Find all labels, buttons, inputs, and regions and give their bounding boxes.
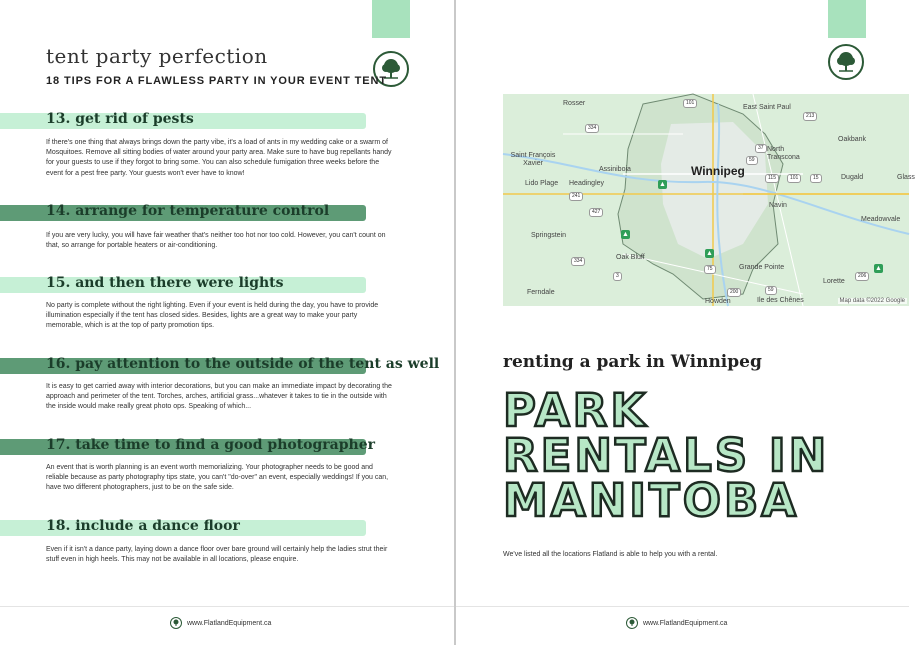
route-shield: 101 [683,99,697,108]
map-label: Lorette [823,278,845,285]
tip-heading: 15. and then there were lights [46,275,284,291]
tip-body: An event that is worth planning is an event worth memorializing. Your photographer needs to be good and reliable because as party photography tips state, you can't "do-over" an event, especially weddings! If you can, have two different photographers, just to be on the safe side. [46,464,389,492]
tip-body: Even if it isn't a dance party, laying down a dance floor over bare ground will certainly help the ladies strut their stuff even in high heels. This may not be available in all locations, please enquire. [46,546,388,564]
tree-logo-icon [828,44,864,80]
map-attribution: Map data ©2022 Google [839,298,905,304]
tip-heading: 16. pay attention to the outside of the tent as well [46,356,440,372]
map-label: Ile des Chênes [757,297,804,304]
route-shield: 101 [787,174,801,183]
map-city-label: Winnipeg [691,164,745,178]
map-label: Lido Plage [525,180,559,187]
route-shield: 3 [613,272,622,281]
map-label: North Transcona [767,146,800,161]
left-page [0,0,454,645]
map-label: Howden [705,298,731,305]
footer-divider [0,606,454,607]
map-label: Navin [769,202,787,209]
tip-heading: 18. include a dance floor [46,518,240,534]
page-tab [828,0,866,38]
footer [170,617,271,629]
footer-website-link[interactable]: www.FlatlandEquipment.ca [643,619,728,627]
route-shield: 37 [755,144,767,153]
map-label: Glass [897,174,915,181]
map-label: Springstein [531,232,567,239]
route-shield: 59 [765,286,777,295]
page-big-title [503,384,830,527]
map-label: Dugald [841,174,864,181]
park-marker-icon[interactable]: ▲ [875,265,882,272]
map-label: Oak Bluff [616,254,645,261]
route-shield: 334 [585,124,599,133]
locations-note: We've listed all the locations Flatland is able to help you with a rental. [503,551,718,558]
tree-logo-icon [170,617,182,629]
tip-body: It is easy to get carried away with interior decorations, but you can make an immediate impact by decorating the approach and perimeter of the tent. Torches, arches, artificial grass...whatever it takes to tie in the outside with the inside would make really great photo ops. Speaking of which... [46,383,392,411]
page-subtitle: 18 TIPS FOR A FLAWLESS PARTY IN YOUR EVENT TENT [46,75,387,87]
route-shield: 213 [803,112,817,121]
park-marker-icon[interactable]: ▲ [659,181,666,188]
map-label: Grande Pointe [739,264,785,271]
map-graphic [503,94,909,306]
route-shield: 115 [765,174,779,183]
footer-website-link[interactable]: www.FlatlandEquipment.ca [187,619,272,627]
map-label: Ferndale [527,289,555,296]
tip-body: If there's one thing that always brings down the party vibe, it's a load of ants in my wedding cake or a swarm of Mosquitoes. Remove all sitting bodies of water around your party area. Make sure to have bug repellants handy for your guests to use if they forgot to bring some. You can also schedule fumigation three weeks before the event for a pest free party. Your guests won't ever have to know! [46,139,392,177]
right-page [456,0,915,645]
route-shield: 206 [855,272,869,281]
tip-heading: 17. take time to find a good photographer [46,437,375,453]
route-shield: 241 [569,192,583,201]
park-marker-icon[interactable]: ▲ [706,250,713,257]
page-title: tent party perfection [46,44,268,68]
map-label: East Saint Paul [743,104,791,111]
map-label: Assiniboia [599,166,631,173]
map-label: Saint François Xavier [510,152,556,167]
route-shield: 59 [746,156,758,165]
map-label: Oakbank [838,136,867,143]
section-subheading: renting a park in Winnipeg [503,352,762,372]
route-shield: 427 [589,208,603,217]
big-title-line: RENTALS IN [503,429,830,482]
tip-heading: 13. get rid of pests [46,111,194,127]
tip-body: If you are very lucky, you will have fair weather that's neither too hot nor too cold. However, you can't count on that, so arrange for portable heaters or air-conditioning. [46,232,386,250]
big-title-line: PARK [503,384,649,437]
tip-heading: 14. arrange for temperature control [46,203,330,219]
footer [626,617,727,629]
map-label: Meadowvale [861,216,901,223]
map-label: Headingley [569,180,605,187]
route-shield: 200 [727,288,741,297]
page-tab [372,0,410,38]
footer-divider [456,606,909,607]
park-marker-icon[interactable]: ▲ [622,231,629,238]
map-winnipeg[interactable] [503,94,915,306]
map-label: Rosser [563,100,586,107]
tree-logo-icon [626,617,638,629]
route-shield: 334 [571,257,585,266]
tip-body: No party is complete without the right lighting. Even if your event is held during the day, you have to provide illumination especially if the tent has closed sides. Besides, lights are a great way to make your party memorable, which is at the top of party promotion tips. [46,302,379,330]
route-shield: 15 [810,174,822,183]
big-title-line: MANITOBA [503,474,800,527]
route-shield: 75 [704,265,716,274]
